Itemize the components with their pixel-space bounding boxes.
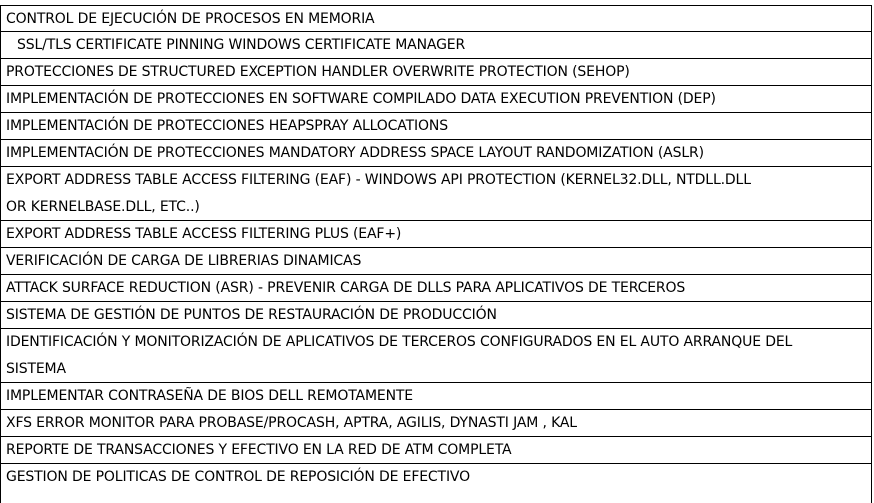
cell-text: ATTACK SURFACE REDUCTION (ASR) - PREVENIR CARGA DE DLLS PARA APLICATIVOS DE TERCEROS [6, 280, 686, 296]
cell-text-line-2: OR KERNELBASE.DLL, ETC..) [6, 199, 200, 215]
table-row[interactable] [1, 329, 871, 383]
cell-text: SISTEMA DE GESTIÓN DE PUNTOS DE RESTAURACIÓN DE PRODUCCIÓN [6, 307, 497, 323]
table-row[interactable] [1, 59, 871, 86]
cell-text: IMPLEMENTACIÓN DE PROTECCIONES HEAPSPRAY ALLOCATIONS [6, 118, 448, 134]
cell-text: IMPLEMENTACIÓN DE PROTECCIONES EN SOFTWARE COMPILADO DATA EXECUTION PREVENTION (DEP) [6, 91, 716, 107]
cell-text: SSL/TLS CERTIFICATE PINNING WINDOWS CERTIFICATE MANAGER [17, 37, 466, 53]
table-row[interactable] [1, 302, 871, 329]
cell-text: GESTION DE POLITICAS DE CONTROL DE REPOSICIÓN DE EFECTIVO [6, 469, 470, 485]
spreadsheet-table [0, 5, 872, 503]
cell-text: IMPLEMENTAR CONTRASEÑA DE BIOS DELL REMOTAMENTE [6, 388, 414, 404]
table-row[interactable] [1, 140, 871, 167]
cell-text-line-1: EXPORT ADDRESS TABLE ACCESS FILTERING (EAF) - WINDOWS API PROTECTION (KERNEL32.DLL, NTDLL.DLL [6, 172, 751, 188]
cell-text: IMPLEMENTACIÓN DE PROTECCIONES MANDATORY ADDRESS SPACE LAYOUT RANDOMIZATION (ASLR) [6, 145, 704, 161]
table-row[interactable] [1, 437, 871, 464]
table-row[interactable] [1, 275, 871, 302]
table-row[interactable] [1, 86, 871, 113]
table-row[interactable] [1, 410, 871, 437]
table-row[interactable] [1, 383, 871, 410]
cell-text: REPORTE DE TRANSACCIONES Y EFECTIVO EN LA RED DE ATM COMPLETA [6, 442, 512, 458]
table-row[interactable] [1, 167, 871, 221]
table-row[interactable] [1, 221, 871, 248]
cell-text-line-1: IDENTIFICACIÓN Y MONITORIZACIÓN DE APLICATIVOS DE TERCEROS CONFIGURADOS EN EL AUTO ARRANQUE DEL [6, 334, 793, 350]
table-row[interactable] [1, 113, 871, 140]
cell-text: XFS ERROR MONITOR PARA PROBASE/PROCASH, APTRA, AGILIS, DYNASTI JAM , KAL [6, 415, 577, 431]
table-row[interactable] [1, 32, 871, 59]
table-row[interactable] [1, 5, 871, 32]
table-row[interactable] [1, 248, 871, 275]
cell-text: CONTROL DE EJECUCIÓN DE PROCESOS EN MEMORIA [6, 11, 375, 27]
cell-text: EXPORT ADDRESS TABLE ACCESS FILTERING PLUS (EAF+) [6, 226, 402, 242]
table-row[interactable] [1, 464, 871, 491]
cell-text: VERIFICACIÓN DE CARGA DE LIBRERIAS DINAMICAS [6, 253, 362, 269]
cell-text-line-2: SISTEMA [6, 361, 66, 377]
cell-text: PROTECCIONES DE STRUCTURED EXCEPTION HANDLER OVERWRITE PROTECTION (SEHOP) [6, 64, 630, 80]
